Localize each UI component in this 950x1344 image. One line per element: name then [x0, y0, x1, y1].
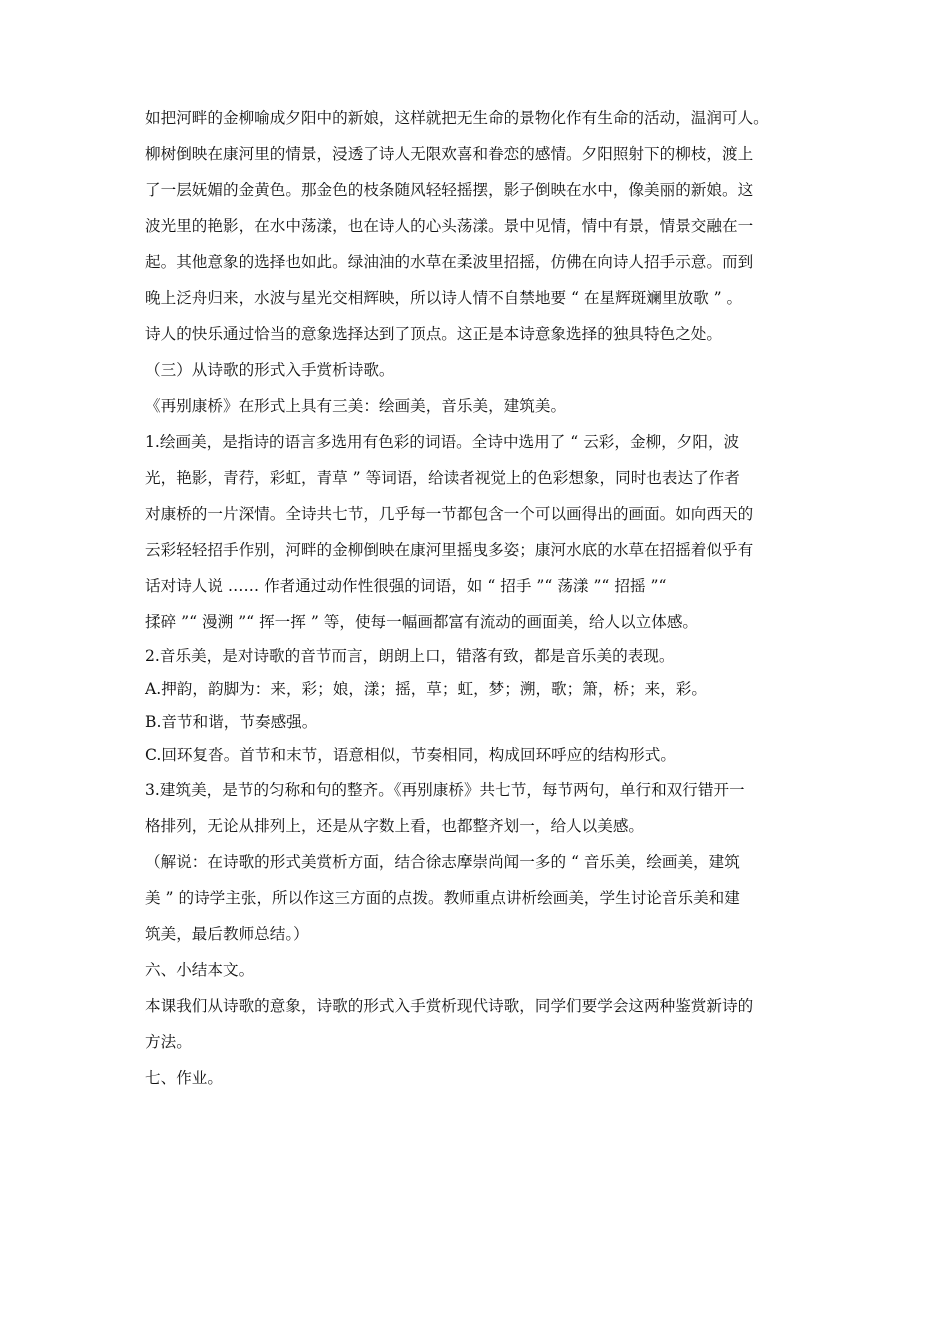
- text-line: C.回环复沓。首节和末节，语意相似，节奏相同，构成回环呼应的结构形式。: [145, 746, 676, 764]
- text-line: A.押韵，韵脚为：来，彩；娘，漾；摇，草；虹，梦；溯，歌；箫，桥；来，彩。: [145, 680, 707, 698]
- paragraph: [145, 1060, 815, 1096]
- paragraph: [145, 952, 815, 988]
- paragraph: [145, 739, 815, 772]
- text-line: 七、作业。: [145, 1069, 223, 1087]
- text-line: 方法。: [145, 1033, 192, 1051]
- paragraph: [145, 100, 815, 352]
- paragraph: [145, 772, 815, 844]
- text-line: 了一层妩媚的金黄色。那金色的枝条随风轻轻摇摆，影子倒映在水中，像美丽的新娘。这: [145, 181, 754, 199]
- text-line: （解说：在诗歌的形式美赏析方面，结合徐志摩崇尚闻一多的 “ 音乐美，绘画美，建筑: [145, 853, 740, 871]
- text-line: 云彩轻轻招手作别，河畔的金柳倒映在康河里摇曳多姿；康河水底的水草在招摇着似乎有: [145, 541, 754, 559]
- text-line: 波光里的艳影，在水中荡漾，也在诗人的心头荡漾。景中见情，情中有景，情景交融在一: [145, 217, 754, 235]
- text-line: 如把河畔的金柳喻成夕阳中的新娘，这样就把无生命的景物化作有生命的活动，温润可人。: [145, 109, 769, 127]
- text-line: 《再别康桥》在形式上具有三美：绘画美，音乐美，建筑美。: [145, 397, 567, 415]
- text-line: 格排列，无论从排列上，还是从字数上看，也都整齐划一，给人以美感。: [145, 817, 645, 835]
- text-line: 六、小结本文。: [145, 961, 255, 979]
- paragraph: [145, 988, 815, 1060]
- text-line: 筑美，最后教师总结。）: [145, 925, 309, 943]
- paragraph: [145, 424, 815, 640]
- text-line: 揉碎 ”“ 漫溯 ”“ 挥一挥 ” 等，使每一幅画都富有流动的画面美，给人以立体感。: [145, 613, 699, 631]
- text-line: B.音节和谐，节奏感强。: [145, 713, 318, 731]
- text-line: 本课我们从诗歌的意象，诗歌的形式入手赏析现代诗歌，同学们要学会这两种鉴赏新诗的: [145, 997, 754, 1015]
- text-line: 起。其他意象的选择也如此。绿油油的水草在柔波里招摇，仿佛在向诗人招手示意。而到: [145, 253, 754, 271]
- text-line: 光，艳影，青荇，彩虹，青草 ” 等词语，给读者视觉上的色彩想象，同时也表达了作者: [145, 469, 740, 487]
- text-line: （三）从诗歌的形式入手赏析诗歌。: [145, 361, 395, 379]
- paragraph: [145, 844, 815, 952]
- text-line: 话对诗人说 …… 作者通过动作性很强的词语，如 “ 招手 ”“ 荡漾 ”“ 招摇 ”“: [145, 577, 667, 595]
- text-line: 对康桥的一片深情。全诗共七节，几乎每一节都包含一个可以画得出的画面。如向西天的: [145, 505, 754, 523]
- text-line: 美 ” 的诗学主张，所以作这三方面的点拨。教师重点讲析绘画美，学生讨论音乐美和建: [145, 889, 740, 907]
- document-page: [145, 100, 815, 1096]
- text-line: 3.建筑美，是节的匀称和句的整齐。《再别康桥》共七节，每节两句，单行和双行错开一: [145, 781, 745, 799]
- paragraph: [145, 388, 815, 424]
- text-line: 晚上泛舟归来，水波与星光交相辉映，所以诗人情不自禁地要 “ 在星辉斑斓里放歌 ” 。: [145, 289, 743, 307]
- paragraph: [145, 673, 815, 706]
- text-line: 诗人的快乐通过恰当的意象选择达到了顶点。这正是本诗意象选择的独具特色之处。: [145, 325, 722, 343]
- text-line: 柳树倒映在康河里的情景，浸透了诗人无限欢喜和眷恋的感情。夕阳照射下的柳枝，渡上: [145, 145, 754, 163]
- text-line: 1.绘画美，是指诗的语言多选用有色彩的词语。全诗中选用了 “ 云彩，金柳，夕阳，波: [145, 433, 740, 451]
- paragraph: [145, 640, 815, 673]
- text-line: 2.音乐美，是对诗歌的音节而言，朗朗上口，错落有致，都是音乐美的表现。: [145, 647, 675, 665]
- paragraph: [145, 706, 815, 739]
- paragraph: [145, 352, 815, 388]
